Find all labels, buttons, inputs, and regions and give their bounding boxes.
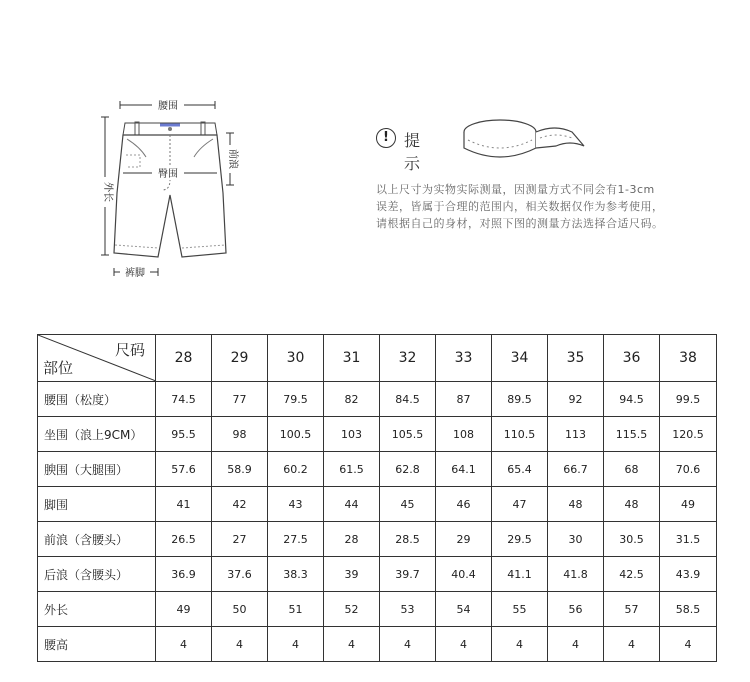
tape-measure-icon (460, 110, 590, 170)
row-label: 坐围（浪上9CM） (38, 417, 156, 452)
size-header-cell: 38 (660, 335, 717, 382)
table-cell: 74.5 (156, 382, 212, 417)
table-cell: 98 (212, 417, 268, 452)
table-cell: 29.5 (492, 522, 548, 557)
table-cell: 99.5 (660, 382, 717, 417)
table-cell: 4 (660, 627, 717, 662)
row-label: 前浪（含腰头） (38, 522, 156, 557)
table-cell: 40.4 (436, 557, 492, 592)
table-cell: 79.5 (268, 382, 324, 417)
table-cell: 103 (324, 417, 380, 452)
table-cell: 4 (156, 627, 212, 662)
table-cell: 39 (324, 557, 380, 592)
table-cell: 50 (212, 592, 268, 627)
table-cell: 30.5 (604, 522, 660, 557)
row-label: 外长 (38, 592, 156, 627)
size-header-cell: 36 (604, 335, 660, 382)
table-cell: 4 (604, 627, 660, 662)
size-header-cell: 31 (324, 335, 380, 382)
table-cell: 57.6 (156, 452, 212, 487)
size-header-cell: 35 (548, 335, 604, 382)
row-label: 脚围 (38, 487, 156, 522)
table-cell: 70.6 (660, 452, 717, 487)
table-cell: 89.5 (492, 382, 548, 417)
table-cell: 41 (156, 487, 212, 522)
table-cell: 41.8 (548, 557, 604, 592)
table-cell: 51 (268, 592, 324, 627)
table-cell: 4 (324, 627, 380, 662)
table-cell: 4 (492, 627, 548, 662)
corner-size-label: 尺码 (114, 341, 145, 359)
table-cell: 47 (492, 487, 548, 522)
tip-line: 误差，皆属于合理的范围内，相关数据仅作为参考使用， (376, 200, 664, 213)
table-cell: 31.5 (660, 522, 717, 557)
table-cell: 45 (380, 487, 436, 522)
table-cell: 38.3 (268, 557, 324, 592)
table-row (38, 382, 717, 417)
table-cell: 37.6 (212, 557, 268, 592)
table-cell: 49 (156, 592, 212, 627)
table-row (38, 487, 717, 522)
table-cell: 41.1 (492, 557, 548, 592)
table-row (38, 627, 717, 662)
table-cell: 58.9 (212, 452, 268, 487)
size-header-cell: 32 (380, 335, 436, 382)
table-cell: 65.4 (492, 452, 548, 487)
table-cell: 56 (548, 592, 604, 627)
table-cell: 53 (380, 592, 436, 627)
waist-label: 腰围 (158, 101, 178, 112)
table-corner (38, 335, 156, 382)
size-header-cell: 30 (268, 335, 324, 382)
tip-line: 请根据自己的身材，对照下图的测量方法选择合适尺码。 (376, 217, 664, 230)
table-cell: 94.5 (604, 382, 660, 417)
size-chart-table (37, 334, 717, 662)
table-cell: 87 (436, 382, 492, 417)
outseam-label: 外长 (102, 182, 113, 202)
row-label: 腰围（松度） (38, 382, 156, 417)
table-cell: 82 (324, 382, 380, 417)
table-cell: 48 (548, 487, 604, 522)
leg-opening-label: 裤脚 (125, 268, 145, 279)
table-row (38, 452, 717, 487)
corner-part-label: 部位 (43, 359, 74, 377)
tip-note (376, 181, 716, 232)
table-cell: 84.5 (380, 382, 436, 417)
table-cell: 95.5 (156, 417, 212, 452)
table-cell: 28 (324, 522, 380, 557)
tip-line: 以上尺寸为实物实际测量，因测量方式不同会有1-3cm (376, 183, 655, 196)
table-cell: 66.7 (548, 452, 604, 487)
hip-label: 臀围 (158, 169, 178, 180)
table-cell: 115.5 (604, 417, 660, 452)
size-header-row (38, 335, 717, 382)
table-cell: 29 (436, 522, 492, 557)
table-cell: 58.5 (660, 592, 717, 627)
table-cell: 52 (324, 592, 380, 627)
table-row (38, 557, 717, 592)
row-label: 腰高 (38, 627, 156, 662)
table-cell: 4 (436, 627, 492, 662)
table-cell: 48 (604, 487, 660, 522)
table-cell: 61.5 (324, 452, 380, 487)
table-cell: 4 (268, 627, 324, 662)
table-cell: 68 (604, 452, 660, 487)
table-cell: 4 (380, 627, 436, 662)
table-cell: 54 (436, 592, 492, 627)
tip-title: 提示 (404, 131, 421, 173)
table-cell: 43.9 (660, 557, 717, 592)
shorts-measurement-diagram (90, 95, 250, 285)
table-cell: 110.5 (492, 417, 548, 452)
table-cell: 36.9 (156, 557, 212, 592)
table-cell: 57 (604, 592, 660, 627)
row-label: 腴围（大腿围） (38, 452, 156, 487)
table-cell: 43 (268, 487, 324, 522)
table-cell: 42.5 (604, 557, 660, 592)
table-cell: 44 (324, 487, 380, 522)
table-cell: 46 (436, 487, 492, 522)
table-cell: 39.7 (380, 557, 436, 592)
table-cell: 105.5 (380, 417, 436, 452)
table-cell: 55 (492, 592, 548, 627)
size-header-cell: 29 (212, 335, 268, 382)
table-cell: 26.5 (156, 522, 212, 557)
table-cell: 42 (212, 487, 268, 522)
table-cell: 64.1 (436, 452, 492, 487)
table-cell: 108 (436, 417, 492, 452)
table-cell: 120.5 (660, 417, 717, 452)
size-header-cell: 33 (436, 335, 492, 382)
table-cell: 28.5 (380, 522, 436, 557)
table-cell: 27.5 (268, 522, 324, 557)
front-rise-label: 前浪 (227, 149, 238, 169)
table-row (38, 592, 717, 627)
table-cell: 60.2 (268, 452, 324, 487)
table-cell: 30 (548, 522, 604, 557)
table-cell: 113 (548, 417, 604, 452)
table-cell: 4 (548, 627, 604, 662)
table-cell: 27 (212, 522, 268, 557)
table-row (38, 417, 717, 452)
table-cell: 92 (548, 382, 604, 417)
table-cell: 4 (212, 627, 268, 662)
table-row (38, 522, 717, 557)
exclamation-circle-icon: ! (376, 128, 396, 148)
table-cell: 62.8 (380, 452, 436, 487)
table-cell: 77 (212, 382, 268, 417)
size-header-cell: 34 (492, 335, 548, 382)
table-cell: 100.5 (268, 417, 324, 452)
row-label: 后浪（含腰头） (38, 557, 156, 592)
size-header-cell: 28 (156, 335, 212, 382)
table-cell: 49 (660, 487, 717, 522)
